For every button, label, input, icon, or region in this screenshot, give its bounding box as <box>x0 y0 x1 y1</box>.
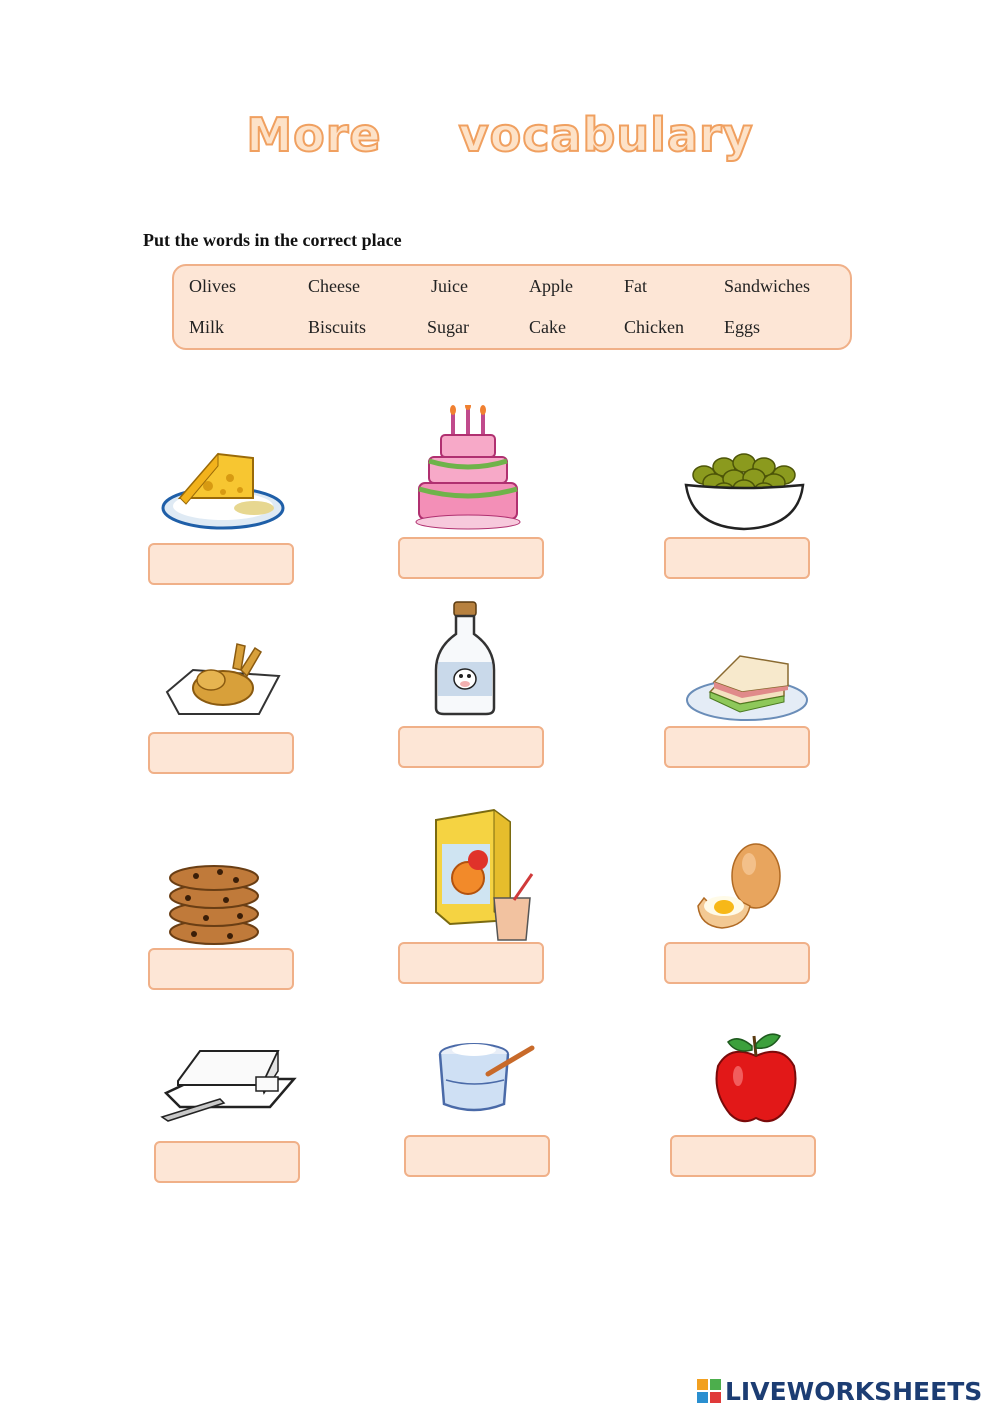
answer-box-cheese[interactable] <box>148 543 294 585</box>
answer-box-sugar[interactable] <box>404 1135 550 1177</box>
title-word-more: More <box>246 108 382 162</box>
chicken-icon <box>163 640 283 720</box>
answer-box-eggs[interactable] <box>664 942 810 984</box>
word-bank-item: Apple <box>529 276 573 296</box>
juice-icon <box>430 800 540 942</box>
sugar-icon <box>434 1040 540 1118</box>
word-bank-item: Milk <box>189 317 225 337</box>
page-title <box>0 108 1000 162</box>
word-bank-item: Cake <box>529 317 566 337</box>
footer-brand-text: LIVEWORKSHEETS <box>725 1377 983 1406</box>
olives-icon <box>682 445 807 533</box>
word-bank-item: Chicken <box>624 317 684 337</box>
answer-box-milk[interactable] <box>398 726 544 768</box>
answer-box-sandwiches[interactable] <box>664 726 810 768</box>
answer-box-biscuits[interactable] <box>148 948 294 990</box>
eggs-icon <box>694 840 786 932</box>
word-bank-item: Sandwiches <box>724 276 810 296</box>
fat-icon <box>160 1045 298 1123</box>
answer-box-cake[interactable] <box>398 537 544 579</box>
cheese-icon <box>158 448 288 534</box>
word-bank-item: Sugar <box>427 317 469 337</box>
sandwich-icon <box>684 642 810 724</box>
word-bank-item: Eggs <box>724 317 760 337</box>
apple-icon <box>710 1030 802 1126</box>
answer-box-olives[interactable] <box>664 537 810 579</box>
word-bank-item: Fat <box>624 276 648 296</box>
word-bank-item: Biscuits <box>308 317 367 337</box>
answer-box-juice[interactable] <box>398 942 544 984</box>
word-bank-item: Juice <box>431 276 468 296</box>
answer-box-apple[interactable] <box>670 1135 816 1177</box>
milk-icon <box>432 600 498 718</box>
cake-icon <box>413 405 523 530</box>
instruction-text: Put the words in the correct place <box>143 230 402 250</box>
word-bank <box>172 264 852 350</box>
word-bank-item: Cheese <box>308 276 360 296</box>
biscuits-icon <box>166 860 266 946</box>
answer-box-fat[interactable] <box>154 1141 300 1183</box>
footer-brand <box>697 1375 997 1409</box>
liveworksheets-logo-icon <box>697 1379 721 1403</box>
answer-box-chicken[interactable] <box>148 732 294 774</box>
word-bank-item: Olives <box>189 276 236 296</box>
title-word-vocabulary: vocabulary <box>458 108 754 162</box>
